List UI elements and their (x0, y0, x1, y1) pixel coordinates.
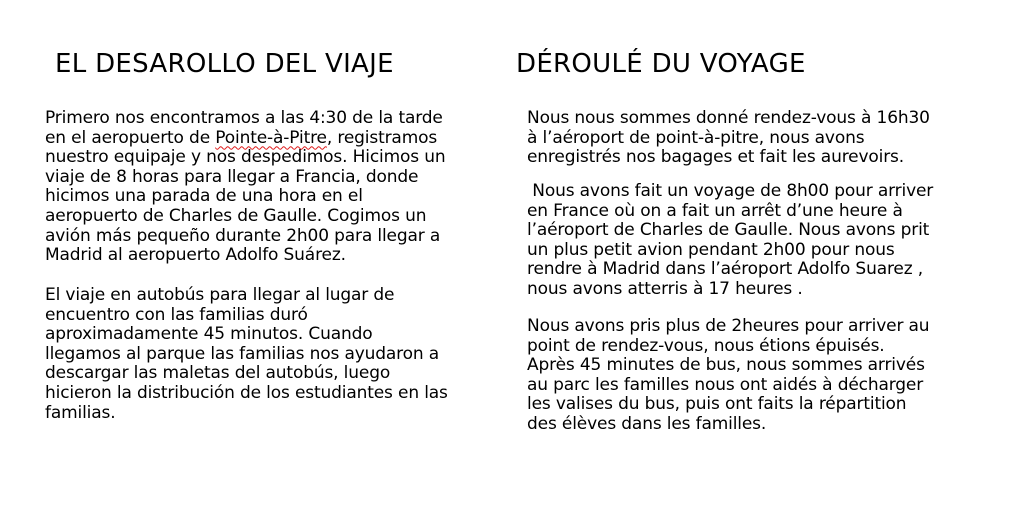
spanish-heading: EL DESAROLLO DEL VIAJE (55, 49, 394, 79)
spanish-paragraph-bus (45, 286, 507, 423)
text-line: à l’aéroport de point-à-pitre, nous avons (527, 127, 865, 148)
text-line: avión más pequeño durante 2h00 para llegar a (45, 225, 441, 246)
text-line: les valises du bus, puis ont faits la répartition (527, 394, 907, 415)
spellcheck-flagged-word: Pointe-à-Pitre (215, 127, 327, 148)
text-line: Madrid al aeropuerto Adolfo Suárez. (45, 245, 346, 266)
text-line: Nous nous sommes donné rendez-vous à 16h30 (527, 108, 930, 128)
text-segment: , registramos (326, 127, 438, 148)
text-line: Primero nos encontramos a las 4:30 de la tarde (45, 108, 443, 128)
french-paragraph-flight (527, 182, 999, 300)
spanish-paragraph-arrival (45, 109, 507, 266)
text-line: nous avons atterris à 17 heures . (527, 278, 803, 299)
text-line: l’aéroport de Charles de Gaulle. Nous avons prit (527, 220, 930, 241)
text-line: encuentro con las familias duró (45, 304, 308, 325)
french-heading: DÉROULÉ DU VOYAGE (516, 49, 806, 79)
text-line: aeropuerto de Charles de Gaulle. Cogimos un (45, 205, 427, 226)
text-line: hicimos una parada de una hora en el (45, 186, 363, 207)
text-line: enregistrés nos bagages et fait les aurevoirs. (527, 147, 905, 168)
text-line: au parc les familles nous ont aidés à décharger (527, 374, 924, 395)
text-line: descargar las maletas del autobús, luego (45, 363, 391, 384)
text-line: familias. (45, 402, 116, 423)
text-line: rendre à Madrid dans l’aéroport Adolfo Suarez , (527, 259, 924, 280)
text-line: Après 45 minutes de bus, nous sommes arrivés (527, 355, 925, 376)
text-line: llegamos al parque las familias nos ayudaron a (45, 343, 440, 364)
french-paragraph-bus (527, 317, 999, 435)
text-line: Nous avons fait un voyage de 8h00 pour arriver (527, 181, 934, 201)
text-segment: en el aeropuerto de (45, 127, 216, 148)
french-paragraph-meeting (527, 109, 999, 168)
text-line: des élèves dans les familles. (527, 413, 767, 434)
text-line: point de rendez-vous, nous étions épuisés. (527, 335, 885, 356)
text-line (45, 129, 507, 149)
text-line: Nous avons pris plus de 2heures pour arriver au (527, 316, 930, 336)
text-line: nuestro equipaje y nos despedimos. Hicimos un (45, 147, 446, 168)
text-line: viaje de 8 horas para llegar a Francia, donde (45, 166, 419, 187)
text-line: un plus petit avion pendant 2h00 pour nous (527, 239, 895, 260)
text-line: en France où on a fait un arrêt d’une heure à (527, 200, 903, 221)
text-line: aproximadamente 45 minutos. Cuando (45, 324, 373, 345)
text-line: El viaje en autobús para llegar al lugar de (45, 285, 395, 305)
text-line: hicieron la distribución de los estudiantes en las (45, 382, 448, 403)
